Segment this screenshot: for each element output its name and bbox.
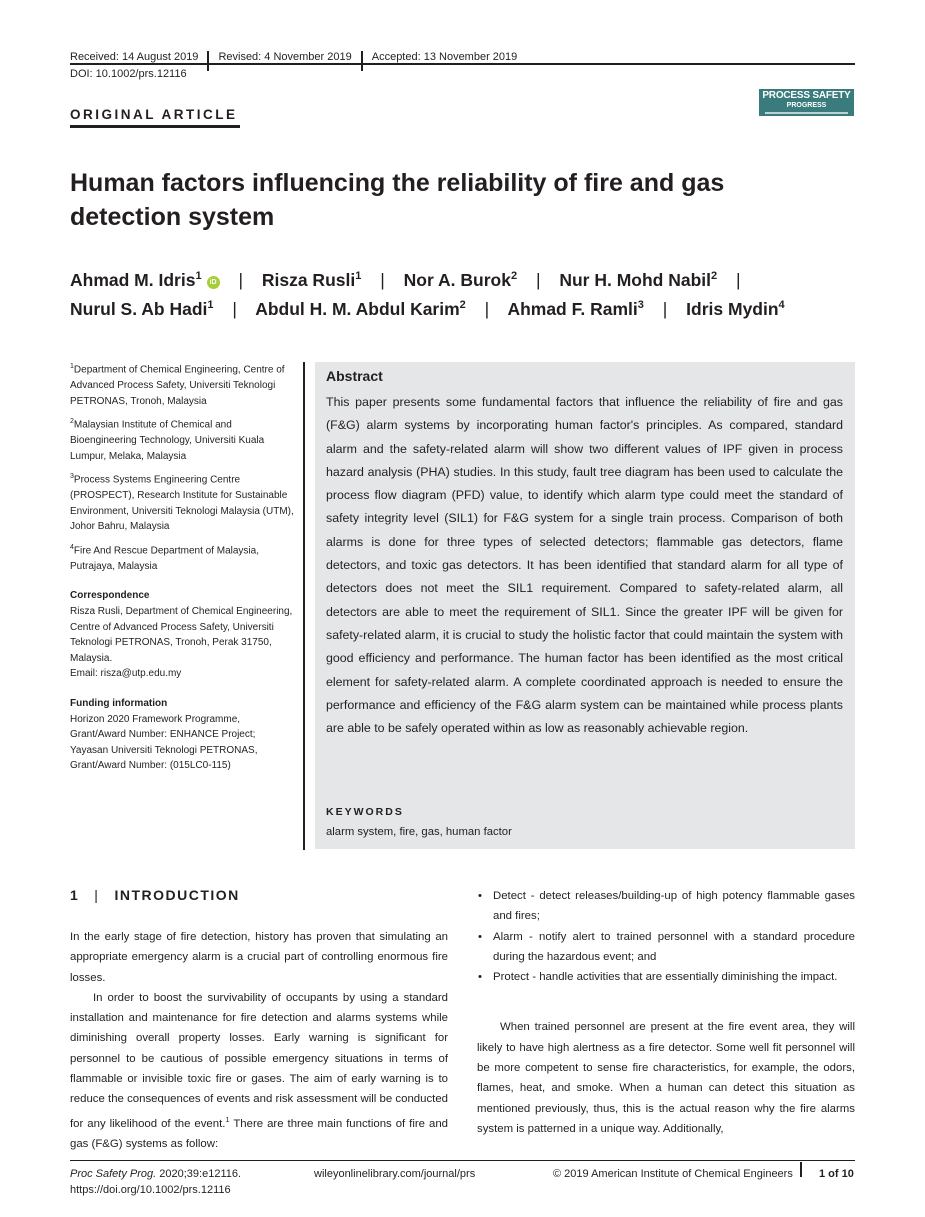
keywords: alarm system, fire, gas, human factor bbox=[326, 826, 512, 838]
funding-text: Horizon 2020 Framework Programme, Grant/Award Number: ENHANCE Project; Yayasan Universiti Teknologi PETRONAS, Grant/Award Number: (015LC0-115) bbox=[70, 713, 258, 772]
paragraph: In order to boost the survivability of occupants by using a standard installation and maintenance for fire detection and alarms systems while diminishing overall property losses. Early warning is significant for personnel to be cautious of possible emergency situations in terms of flammable or invisible toxic fire or gases. The aim of early warning is to reduce the consequences of events and risk assessment will be conducted for any likelihood of the event.$^1$ There are three main functions of fire and gas (F&G) systems as follow: bbox=[70, 991, 448, 1150]
section-number: 1 bbox=[70, 887, 80, 903]
affiliation: $^3$Process Systems Engineering Centre (PROSPECT), Research Institute for Sustainable Environment, Universiti Teknologi Malaysia (UTM), Johor Bahru, Malaysia bbox=[70, 473, 294, 533]
journal-logo bbox=[759, 89, 854, 116]
abstract-text: This paper presents some fundamental factors that influence the reliability of fire and gas (F&G) alarm systems by incorporating human factor's principles. As compared, standard alarm and the safety-related alarm will show two different values of IPF given in process hazard analysis (PHA) studies. In this study, fault tree diagram has been used to calculate the process flow diagram (PFD) value, to identify which alarm type could meet the standard of safety integrity level (SIL1) for F&G system for a single train process. Comparison of both alarms is done for three types of selected detectors; flammable gas detectors, flame detectors, and toxic gas detectors. It has been identified that standard alarm for all type of detectors does not meet the SIL1 requirement. Compared to safety-related alarm, all detectors are able to meet the requirement of SIL1. Since the greater IPF will be given for safety-related alarm, it is crucial to study the holistic factor that could maintain the system with good efficiency and performance. The human factor has been identified as the most critical element for safety-related alarm. A complete coordinated approach is needed to ensure the performance and efficiency of the F&G alarm system can be maintained while process plants are able to be safely operated within as low as reasonably achievable region. bbox=[326, 395, 843, 736]
footer-divider bbox=[800, 1162, 802, 1177]
author-separator: | bbox=[535, 270, 541, 290]
paragraph: When trained personnel are present at the fire event area, they will likely to have high alertness as a fire detector. Some well fit personnel will be more competent to sense fire characteristics, for example, the odors, flames, heat, and smoke. When a human can detect this situation as mentioned previously, thus, this is the actual reason why the fire alarms system is patterned in a unique way. Additionally, bbox=[477, 1021, 855, 1135]
orcid-icon[interactable]: iD bbox=[207, 276, 220, 289]
abstract-box bbox=[315, 362, 855, 849]
keywords-heading: KEYWORDS bbox=[326, 806, 404, 818]
author[interactable]: Ahmad M. Idris$^1$ bbox=[70, 270, 202, 290]
list-item: • Protect - handle activities that are essentially diminishing the impact. bbox=[477, 967, 855, 987]
list-item: • Detect - detect releases/building-up of high potency flammable gases and fires; bbox=[477, 886, 855, 927]
footer-doi-link[interactable]: https://doi.org/10.1002/prs.12116 bbox=[70, 1184, 231, 1196]
author-separator: | bbox=[380, 270, 385, 290]
received-date: Received: 14 August 2019 bbox=[70, 51, 199, 63]
funding-heading: Funding information bbox=[70, 698, 168, 709]
body-column-right bbox=[477, 886, 855, 1139]
author-separator: | bbox=[484, 299, 490, 319]
function-list bbox=[477, 886, 855, 987]
revised-date: Revised: 4 November 2019 bbox=[218, 51, 352, 63]
paragraph: In the early stage of fire detection, history has proven that simulating an appropriate emergency alarm is a crucial part of controlling enormous fire losses. bbox=[70, 931, 448, 984]
article-type-underline bbox=[70, 125, 240, 128]
footer-copyright: © 2019 American Institute of Chemical Engineers bbox=[553, 1168, 793, 1180]
author[interactable]: Nur H. Mohd Nabil$^2$ bbox=[559, 270, 718, 290]
author[interactable]: Abdul H. M. Abdul Karim$^2$ bbox=[255, 299, 466, 319]
authors-line-2 bbox=[70, 299, 785, 320]
journal-logo-line1: PROCESS SAFETY bbox=[762, 90, 851, 101]
author[interactable]: Idris Mydin$^4$ bbox=[686, 299, 785, 319]
correspondence-email[interactable]: Email: risza@utp.edu.my bbox=[70, 668, 182, 680]
accepted-date: Accepted: 13 November 2019 bbox=[371, 51, 518, 63]
correspondence-text: Risza Rusli, Department of Chemical Engineering, Centre of Advanced Process Safety, Universiti Teknologi PETRONAS, Tronoh, Perak 31750, Malaysia. bbox=[70, 606, 293, 664]
author[interactable]: Nurul S. Ab Hadi$^1$ bbox=[70, 299, 214, 319]
journal-logo-line2: PROGRESS bbox=[786, 102, 827, 109]
divider bbox=[361, 51, 363, 71]
header-rule bbox=[70, 63, 855, 65]
doi: DOI: 10.1002/prs.12116 bbox=[70, 68, 187, 80]
divider bbox=[207, 51, 209, 71]
affiliations-panel bbox=[70, 359, 296, 779]
footer-website-link[interactable]: wileyonlinelibrary.com/journal/prs bbox=[314, 1168, 476, 1180]
footer-citation: Proc Safety Prog. 2020;39:e12116. https://doi.org/10.1002/prs.12116 bbox=[70, 1168, 242, 1196]
author[interactable]: Ahmad F. Ramli$^3$ bbox=[507, 299, 644, 319]
section-separator: | bbox=[94, 887, 100, 903]
author-separator: | bbox=[662, 299, 668, 319]
footer-rule bbox=[70, 1160, 855, 1161]
paper-title: Human factors influencing the reliability of fire and gas detection system bbox=[70, 169, 725, 231]
citation-ref[interactable]: 1 bbox=[225, 1114, 230, 1124]
abstract-heading: Abstract bbox=[326, 368, 383, 384]
author-separator: | bbox=[238, 270, 243, 290]
section-heading bbox=[70, 887, 240, 903]
author-separator: | bbox=[736, 270, 741, 290]
authors-line-1 bbox=[70, 270, 755, 291]
sidebar-divider bbox=[303, 362, 305, 850]
journal-abbrev: Proc Safety Prog. bbox=[70, 1168, 157, 1180]
affiliation: $^4$Fire And Rescue Department of Malaysia, Putrajaya, Malaysia bbox=[70, 543, 259, 572]
article-type: ORIGINAL ARTICLE bbox=[70, 107, 238, 122]
correspondence-heading: Correspondence bbox=[70, 590, 150, 602]
body-column-left bbox=[70, 927, 448, 1154]
page-number: 1 of 10 bbox=[819, 1168, 854, 1180]
author-separator: | bbox=[232, 299, 237, 319]
journal-logo-strip bbox=[765, 112, 848, 114]
affiliation: $^1$Department of Chemical Engineering, Centre of Advanced Process Safety, Universiti Teknologi PETRONAS, Tronoh, Malaysia bbox=[70, 363, 285, 407]
affiliation: $^2$Malaysian Institute of Chemical and Bioengineering Technology, Universiti Kuala Lumpur, Melaka, Malaysia bbox=[70, 418, 265, 462]
author[interactable]: Risza Rusli$^1$ bbox=[261, 270, 362, 290]
author[interactable]: Nor A. Burok$^2$ bbox=[403, 270, 518, 290]
list-item: • Alarm - notify alert to trained personnel with a standard procedure during the hazardous event; and bbox=[477, 927, 855, 968]
section-title: INTRODUCTION bbox=[114, 887, 240, 903]
